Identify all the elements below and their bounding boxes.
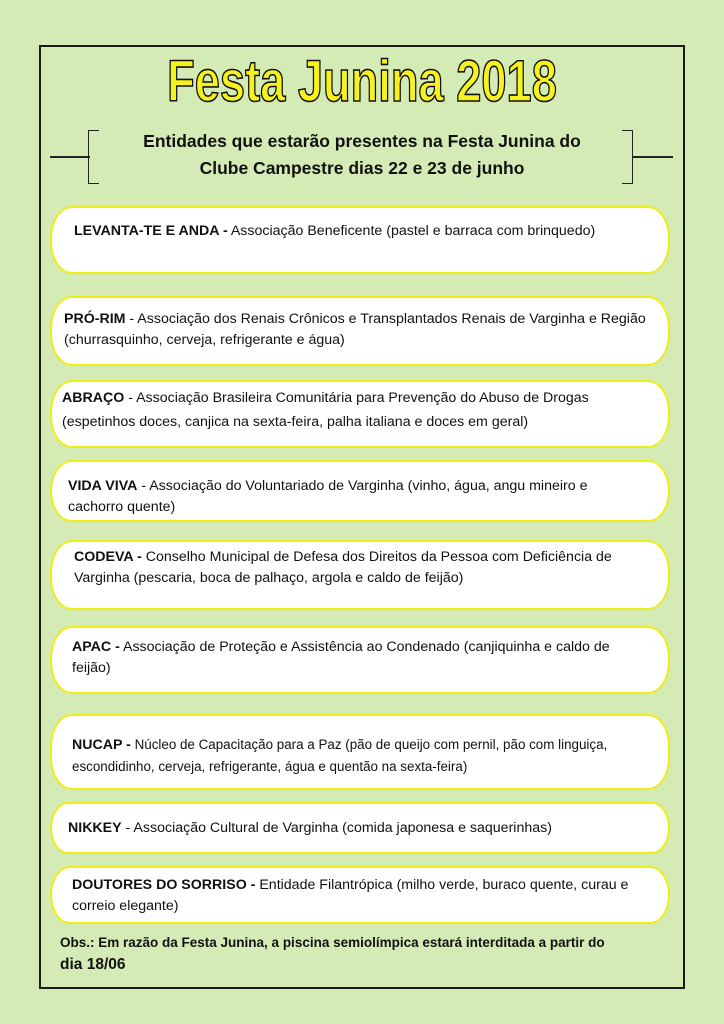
entity-description: Núcleo de Capacitação para a Paz (pão de queijo com pernil, pão com linguiça, escondidinho, cerveja, refrigerante, água e quentão na sexta-feira) [72,737,608,774]
entity-card-levanta-te [50,206,670,274]
entity-description: Conselho Municipal de Defesa dos Direitos da Pessoa com Deficiência de Varginha (pescaria, boca de palhaço, argola e caldo de feijão) [74,549,612,586]
entity-description: - Associação Cultural de Varginha (comida japonesa e saquerinhas) [121,820,552,836]
entity-description: - Associação do Voluntariado de Varginha (vinho, água, angu mineiro e cachorro quente) [68,478,588,515]
entity-card-vida-viva [50,460,670,522]
entity-name: LEVANTA-TE E ANDA - [74,223,228,239]
entity-description: - Associação Brasileira Comunitária para Prevenção do Abuso de Drogas (espetinhos doces, canjica na sexta-feira, palha italiana e doces em geral) [62,390,589,430]
entity-name: VIDA VIVA [68,478,138,494]
page-title: Festa Junina 2018 [167,49,557,114]
right-rule [633,156,673,158]
subtitle-line-1: Entidades que estarão presentes na Festa Junina do [143,131,581,151]
entity-description: Associação Beneficente (pastel e barraca com brinquedo) [227,223,596,239]
entity-card-doutores-do-sorriso [50,866,670,924]
subtitle [100,128,624,182]
entity-name: ABRAÇO [62,390,125,406]
observation-date: dia 18/06 [60,956,126,973]
entity-description: Associação de Proteção e Assistência ao Condenado (canjiquinha e caldo de feijão) [72,639,610,676]
entity-name: NUCAP - [72,737,131,753]
entity-name: PRÓ-RIM [64,311,126,327]
entity-card-nikkey [50,802,670,854]
observation-note [60,932,680,976]
left-bracket [88,130,99,184]
entity-name: DOUTORES DO SORRISO - [72,877,256,893]
entity-card-pro-rim [50,296,670,366]
entity-description: Entidade Filantrópica (milho verde, buraco quente, curau e correio elegante) [72,877,629,914]
entity-name: CODEVA - [74,549,142,565]
entity-card-abraco [50,380,670,448]
subtitle-line-2: Clube Campestre dias 22 e 23 de junho [199,158,525,178]
entity-card-codeva [50,540,670,610]
observation-text: Obs.: Em razão da Festa Junina, a piscina semiolímpica estará interditada a partir do [60,935,605,950]
entity-card-apac [50,626,670,694]
entity-card-nucap [50,714,670,790]
left-rule [50,156,90,158]
entity-name: APAC - [72,639,120,655]
entity-description: - Associação dos Renais Crônicos e Transplantados Renais de Varginha e Região (churrasquinho, cerveja, refrigerante e água) [64,311,646,348]
entity-name: NIKKEY [68,820,122,836]
